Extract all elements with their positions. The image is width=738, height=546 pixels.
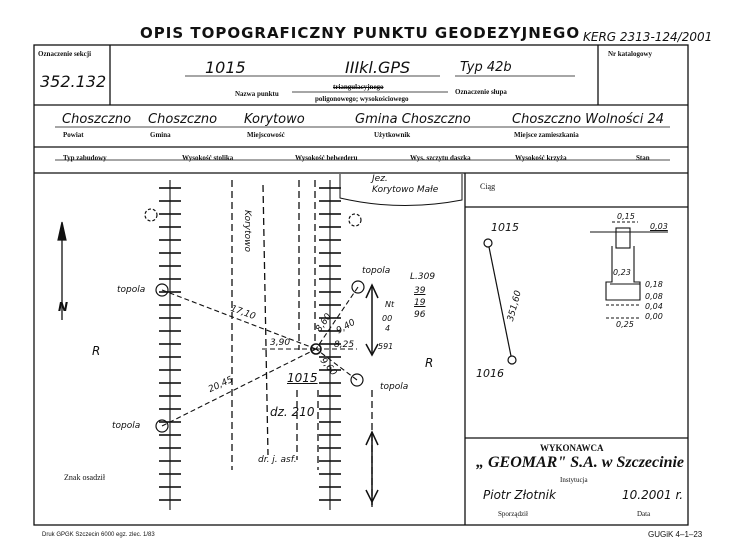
monument-top-width: 0,15 (617, 212, 635, 221)
fraction-value-2: 19 (414, 298, 426, 308)
nt-label: Nt (385, 300, 395, 309)
tree-label-3: topola (362, 266, 391, 276)
nt-value-1: 00 (382, 314, 393, 323)
table-height-label: Wysokość stolika (182, 154, 234, 162)
institution-label: Instytucja (560, 476, 588, 484)
section-value: 352.132 (40, 72, 107, 91)
county-value: Choszczno (62, 112, 132, 127)
post-type: Typ 42b (460, 60, 512, 75)
date-label: Data (637, 510, 651, 518)
locality-label: Miejscowość (247, 131, 285, 139)
benchmark-value: 591 (378, 342, 394, 351)
point-class: IIIkl.GPS (345, 58, 411, 77)
distance-4: 9,40 (334, 317, 358, 337)
point-name-label: Nazwa punktu (235, 90, 279, 98)
executor-company: „ GEOMAR" S.A. w Szczecinie (476, 454, 685, 471)
parcel-label: dz. 210 (270, 405, 315, 419)
monument-depth-4: 0,00 (645, 312, 663, 321)
l-label: L.309 (410, 272, 436, 282)
county-label: Powiat (63, 131, 84, 139)
building-type-label: Typ zabudowy (63, 154, 107, 162)
tree-label-4: topola (380, 382, 409, 392)
locality-value: Korytowo (244, 112, 305, 127)
commune-value: Choszczno (148, 112, 218, 127)
monument-depth-2: 0,08 (645, 292, 663, 301)
distance-6: 8,25 (334, 340, 355, 350)
section-label: Oznaczenie sekcji (38, 50, 92, 58)
user-value: Gmina Choszczno (355, 112, 471, 127)
distance-7: 9,60 (317, 356, 339, 378)
printer-note: Druk GPGK Szczecin 6000 egz. zlec. 1/83 (42, 532, 155, 538)
distance-5: 3,90 (270, 338, 291, 348)
area-label-left: R (92, 344, 101, 358)
document-title: OPIS TOPOGRAFICZNY PUNKTU GEODEZYJNEGO (140, 24, 581, 42)
network-type-bottom: poligonowego; wysokościowego (315, 95, 409, 103)
top-height-label: Wys. szczytu daszka (410, 154, 471, 162)
belvedere-height-label: Wysokość belwederu (295, 154, 358, 162)
state-label: Stan (636, 154, 650, 162)
author-label: Sporządził (498, 510, 528, 518)
user-label: Użytkownik (374, 131, 411, 139)
author-name: Piotr Złotnik (483, 488, 556, 502)
post-label: Oznaczenie słupa (455, 88, 507, 96)
monument-depth-3: 0,04 (645, 302, 663, 311)
cross-height-label: Wysokość krzyża (515, 154, 567, 162)
commune-label: Gmina (150, 131, 171, 139)
network-type-top: triangulacyjnego (333, 83, 384, 91)
north-label: N (58, 300, 69, 314)
nt-value-2: 4 (385, 324, 391, 333)
tree-label-1: topola (117, 285, 146, 295)
traverse-distance: 351,60 (506, 289, 524, 323)
tree-label-2: topola (112, 421, 141, 431)
form-code: GUGiK 4–1–23 (648, 530, 703, 539)
traverse-station-top: 1015 (491, 221, 519, 234)
residence-label: Miejsce zamieszkania (514, 131, 579, 139)
traverse-station-bottom: 1016 (476, 367, 504, 380)
road-surface-label: dr. j. asf. (258, 455, 297, 465)
lake-label: Jez. Korytowo Małe (372, 174, 439, 195)
fraction-value-3: 96 (414, 310, 426, 320)
monument-height-top: 0,03 (650, 222, 668, 231)
date-value: 10.2001 r. (622, 488, 684, 502)
residence-value: Choszczno Wolności 24 (512, 112, 664, 127)
area-label-right: R (425, 356, 434, 370)
monument-mid-width: 0,23 (613, 268, 631, 277)
fraction-value-1: 39 (414, 286, 426, 296)
executor-label: WYKONAWCA (540, 443, 604, 453)
sketch-point-number: 1015 (287, 371, 318, 385)
traverse-heading: Ciąg (480, 182, 496, 191)
distance-3: 8,60 (314, 311, 334, 335)
monument-base-width: 0,25 (616, 320, 634, 329)
document-code: KERG 2313-124/2001 (583, 30, 713, 44)
sign-label: Znak osadził (64, 473, 106, 482)
monument-depth-1: 0,18 (645, 280, 663, 289)
distance-1: 17,10 (229, 303, 257, 323)
road-label: Korytowo (242, 210, 252, 253)
catalog-label: Nr katalogowy (608, 50, 653, 58)
point-number: 1015 (205, 58, 246, 77)
distance-2: 20,45 (207, 375, 235, 395)
